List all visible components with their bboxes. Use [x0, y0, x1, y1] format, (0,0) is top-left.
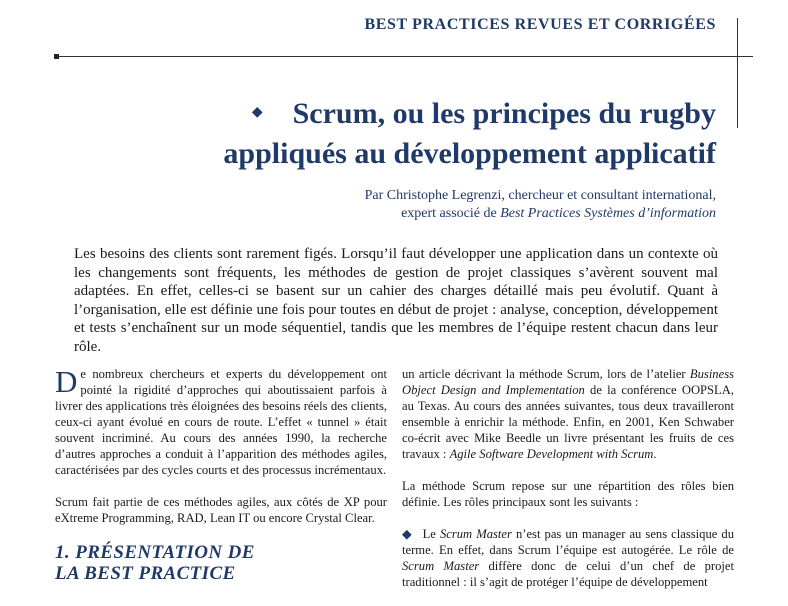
book-title: Agile Software Development with Scrum	[449, 447, 654, 461]
role-name: Scrum Master	[439, 527, 512, 541]
left-paragraph-2: Scrum fait partie de ces méthodes agiles, aux côtés de XP pour eXtreme Programming, RAD, Lean IT ou encore Crystal Clear.	[55, 495, 387, 525]
right-paragraph-2: La méthode Scrum repose sur une répartition des rôles bien définie. Les rôles principaux sont les suivants :	[402, 479, 734, 509]
header-rule-vertical	[737, 18, 738, 128]
article-title-text-1: Scrum, ou les principes du rugby	[292, 97, 716, 130]
left-paragraph-1	[55, 366, 387, 478]
right-p3-text-c: diffère donc de celui d’un chef de projet traditionnel : il s’agit de protéger l’équipe de développement	[402, 559, 734, 589]
right-paragraph-1	[402, 366, 734, 462]
diamond-bullet-icon: ◆	[251, 105, 263, 121]
left-paragraph-1-text: e nombreux chercheurs et experts du développement ont pointé la rigidité d’approches qui aboutissaient parfois à livrer des applications très éloignées des besoins réels des clients, ceux-ci ayant évolué en cours de route. L’effet « tunnel » était souvent incriminé. Au cours des années 1990, la recherche d’autres approches a conduit à l’apparition des méthodes agiles, caractérisées par des cycles courts et des processus incrémentaux.	[55, 367, 387, 477]
drop-cap: D	[55, 364, 78, 399]
right-p3-text-a: Le	[422, 527, 440, 541]
right-p3-text-b: n’est pas un manager au sens classique du terme. En effet, dans Scrum l’équipe est autogérée. Le rôle de	[402, 527, 735, 557]
section-heading	[55, 542, 387, 584]
right-p1-text-a: un article décrivant la méthode Scrum, lors de l’atelier	[402, 367, 690, 381]
publication-name: Best Practices Systèmes d’information	[500, 206, 716, 221]
section-heading-line-1: 1. PRÉSENTATION DE	[55, 542, 255, 563]
right-column	[402, 366, 734, 606]
byline-line-2	[196, 205, 716, 223]
article-title-line-1	[76, 95, 716, 135]
header-rule-horizontal	[55, 56, 753, 57]
byline-prefix: expert associé de	[401, 206, 501, 221]
left-column	[55, 366, 387, 584]
lead-paragraph: Les besoins des clients sont rarement figés. Lorsqu’il faut développer une application dans un contexte où les changements sont fréquents, les méthodes de gestion de projet classiques s’avèrent souvent mal adaptées. En effet, celles-ci se basent sur un cahier des charges détaillé mais peu évolutif. Quant à l’organisation, elle est définie une fois pour toutes en début de projet : analyse, conception, développement et tests s’enchaînent sur un mode séquentiel, tandis que les membres de l’équipe restent chacun dans leur rôle.	[74, 246, 718, 355]
diamond-bullet-icon: ◆	[402, 527, 413, 541]
article-title	[76, 95, 716, 173]
right-p1-text-c: .	[653, 447, 657, 461]
article-title-line-2: appliqués au développement applicatif	[223, 137, 716, 171]
crop-mark	[54, 54, 59, 59]
role-name: Scrum Master	[402, 559, 480, 573]
byline	[196, 187, 716, 223]
right-p1-text-b: de la conférence OOPSLA, au Texas. Au cours des années suivantes, tous deux travailleront ensemble à enrichir la méthode. Enfin, en 2001, Ken Schwaber co-écrit avec Mike Beedle un livre présentant les fruits de ces travaux :	[402, 383, 734, 461]
workshop-name: Business Object Design and Implementation	[402, 367, 734, 397]
byline-line-1: Par Christophe Legrenzi, chercheur et consultant international,	[364, 188, 716, 203]
running-header: BEST PRACTICES REVUES ET CORRIGÉES	[364, 16, 716, 33]
right-bullet-item	[402, 526, 734, 590]
section-heading-line-2: LA BEST PRACTICE	[55, 563, 236, 584]
